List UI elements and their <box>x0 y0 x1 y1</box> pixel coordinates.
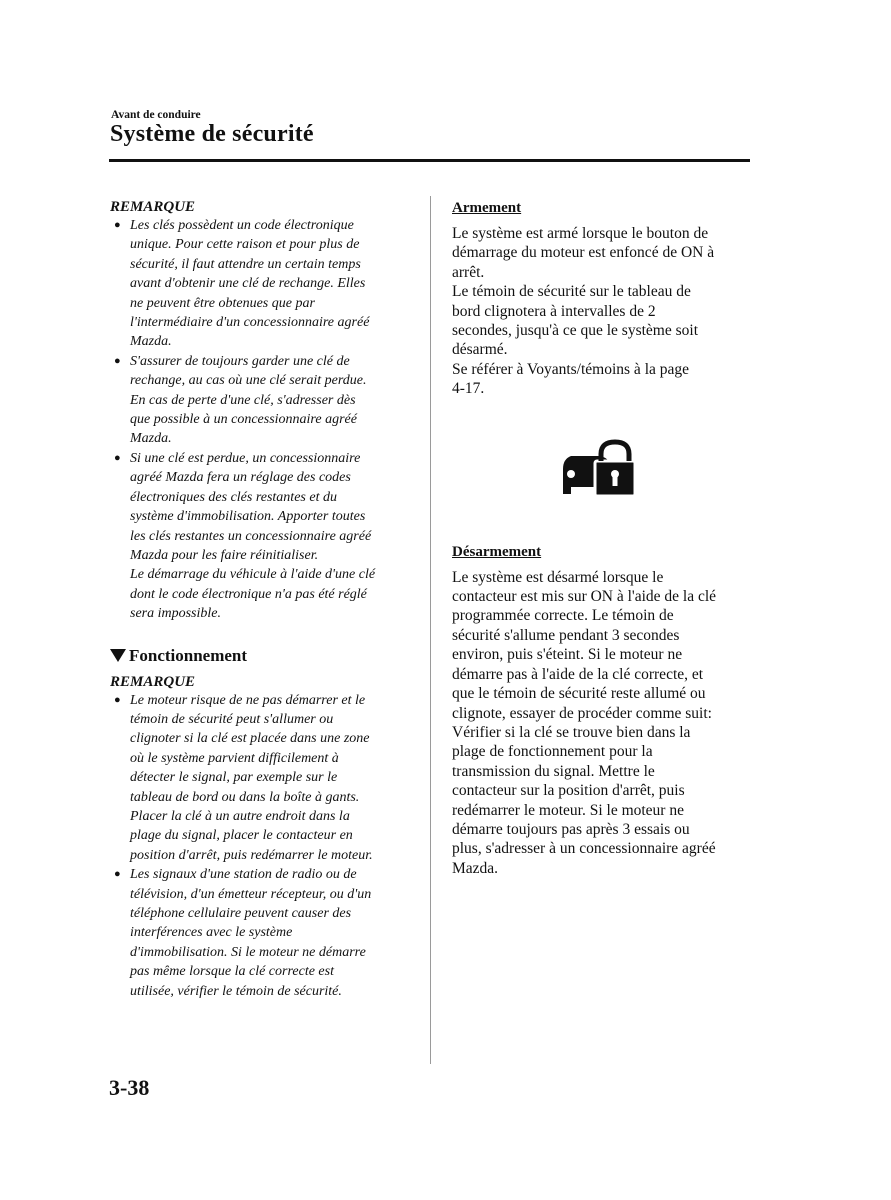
arming-text: Le système est armé lorsque le bouton de démarrage du moteur est enfoncé de ON à arrêt. Le témoin de sécurité sur le tableau de bord clignotera à intervalles de 2 secondes, jusqu'à ce que le système soit désarmé. Se référer à Voyants/témoins à la page 4-17. <box>452 225 715 398</box>
page-number: 3-38 <box>109 1075 150 1100</box>
note-item-text: Les signaux d'une station de radio ou de télévision, d'un émetteur récepteur, ou d'un téléphone cellulaire peuvent causer des interférences avec le système d'immobilisation. Si le moteur ne démarre pas même lorsque la clé correcte est utilisée, vérifier le témoin de sécurité. <box>130 867 372 999</box>
note-item <box>110 865 410 1001</box>
right-column <box>452 197 752 878</box>
note-item <box>110 352 410 449</box>
bullet-icon: ● <box>114 868 121 881</box>
bullet-icon: ● <box>114 354 121 367</box>
note-heading: REMARQUE <box>110 199 196 215</box>
note-item-text: Le moteur risque de ne pas démarrer et le témoin de sécurité peut s'allumer ou clignoter si la clé est placée dans une zone où le système parvient difficilement à détecter le signal, par exemple sur le tableau de bord ou dans la boîte à gants. Placer la clé à un autre endroit dans la plage du signal, placer le contacteur en position d'arrêt, puis redémarrer le moteur. <box>130 692 373 863</box>
note-item <box>110 449 410 624</box>
disarming-heading: Désarmement <box>452 543 542 560</box>
column-divider <box>430 196 431 1064</box>
note-list <box>110 216 410 624</box>
disarming-text: Le système est désarmé lorsque le contacteur est mis sur ON à l'aide de la clé programmée correcte. Le témoin de sécurité s'allume pendant 3 secondes environ, puis s'éteint. Si le moteur ne démarre pas à l'aide de la clé correcte, et que le témoin de sécurité reste allumé ou clignote, essayer de procéder comme suit: Vérifier si la clé se trouve bien dans la plage de fonctionnement pour la transmission du signal. Mettre le contacteur sur la position d'arrêt, puis redémarrer le moteur. Si le moteur ne démarre toujours pas après 3 essais ou plus, s'adresser à un concessionnaire agréé Mazda. <box>452 568 717 877</box>
bullet-icon: ● <box>114 451 121 464</box>
title-rule <box>109 159 750 162</box>
security-indicator-icon <box>559 439 639 501</box>
note-item <box>110 216 410 352</box>
note-item-text: Les clés possèdent un code électronique unique. Pour cette raison et pour plus de sécurité, il faut attendre un certain temps avant d'obtenir une clé de rechange. Elles ne peuvent être obtenues que par l'intermédiaire d'un concessionnaire agréé Mazda. <box>130 218 370 350</box>
note-item-text: S'assurer de toujours garder une clé de rechange, au cas où une clé serait perdue. En cas de perte d'une clé, s'adresser dès que possible à un concessionnaire agréé Mazda. <box>130 353 367 447</box>
note-list <box>110 691 410 1002</box>
note-heading: REMARQUE <box>110 673 196 690</box>
note-item <box>110 691 410 866</box>
note-item-text: Si une clé est perdue, un concessionnaire agréé Mazda fera un réglage des codes électroniques des clés restantes et du système d'immobilisation. Apporter toutes les clés restantes un concessionnaire agréé Mazda pour les faire réinitialiser. Le démarrage du véhicule à l'aide d'une clé dont le code électronique n'a pas été réglé sera impossible. <box>130 450 376 622</box>
arming-heading: Armement <box>452 200 522 216</box>
bullet-icon: ● <box>114 693 121 706</box>
left-column <box>110 198 410 1001</box>
subsection-title: Fonctionnement <box>129 645 248 665</box>
section-label: Avant de conduire <box>111 109 201 121</box>
triangle-down-icon <box>110 649 126 662</box>
bullet-icon: ● <box>114 219 121 231</box>
subsection-heading <box>110 645 410 667</box>
page-title: Système de sécurité <box>110 121 314 147</box>
